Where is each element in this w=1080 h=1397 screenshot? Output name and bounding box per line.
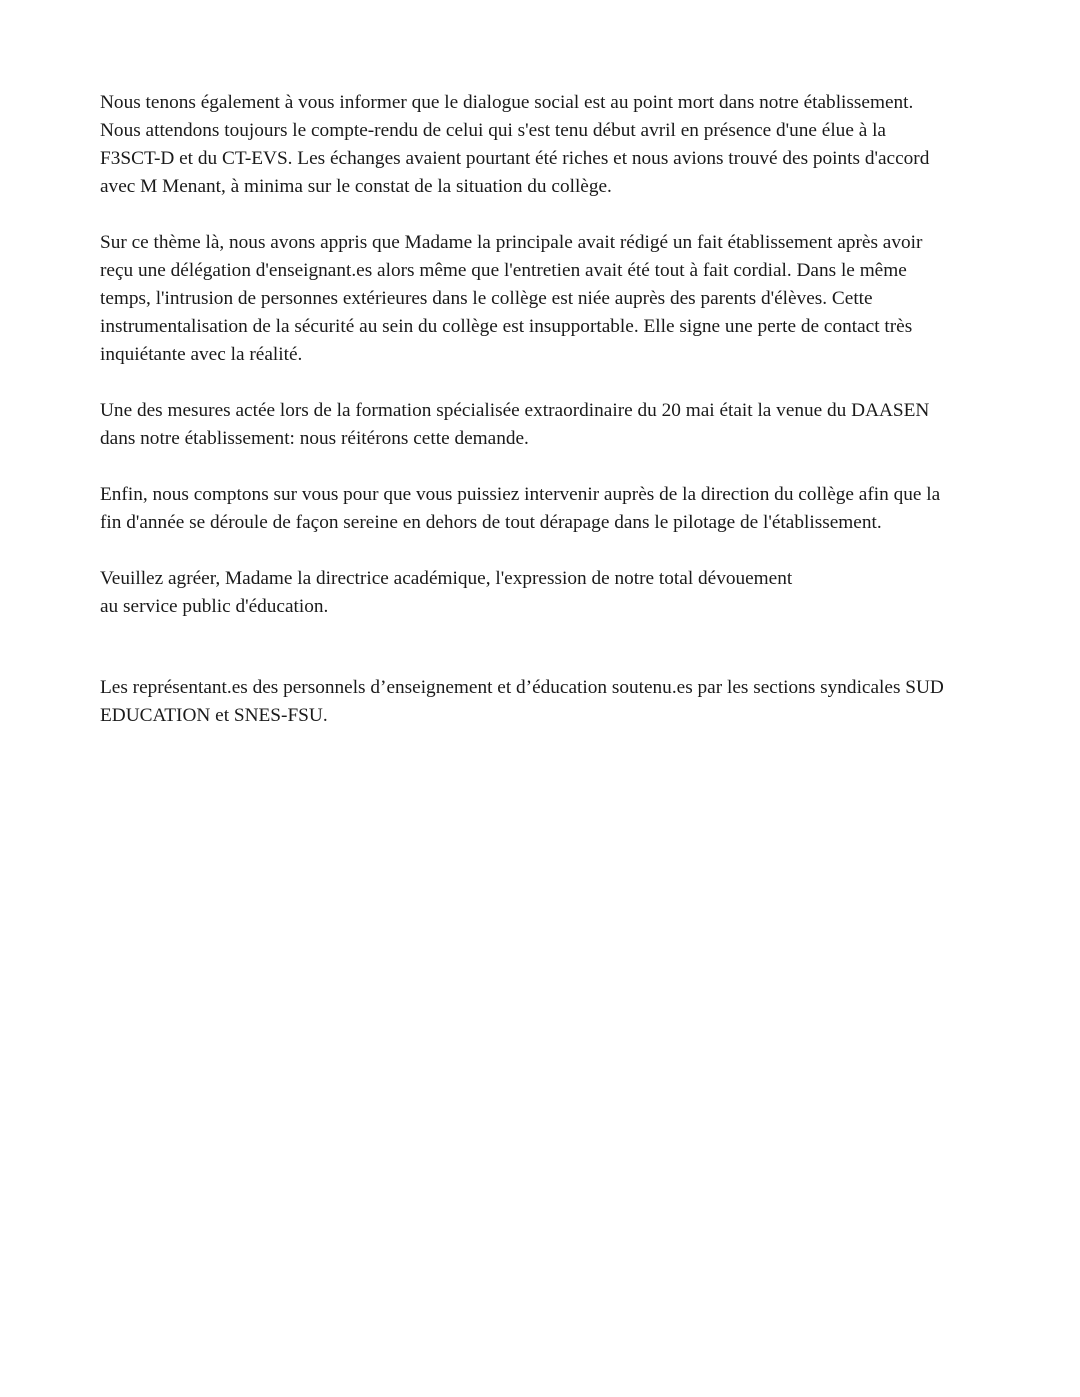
text-line: Enfin, nous comptons sur vous pour que vous puissiez intervenir auprès de la direction du collège afin que la <box>100 484 941 505</box>
text-line: F3SCT-D et du CT-EVS. Les échanges avaient pourtant été riches et nous avions trouvé des points d'accord <box>100 148 930 169</box>
text-line: Une des mesures actée lors de la formation spécialisée extraordinaire du 20 mai était la venue du DAASEN <box>100 400 930 421</box>
text-line: au service public d'éducation. <box>100 596 329 617</box>
text-line: EDUCATION et SNES-FSU. <box>100 705 328 726</box>
text-line: Nous tenons également à vous informer que le dialogue social est au point mort dans notre établissement. <box>100 92 914 113</box>
text-line: avec M Menant, à minima sur le constat de la situation du collège. <box>100 176 612 197</box>
text-line: Sur ce thème là, nous avons appris que Madame la principale avait rédigé un fait établissement après avoir <box>100 232 923 253</box>
text-line: instrumentalisation de la sécurité au sein du collège est insupportable. Elle signe une perte de contact très <box>100 316 913 337</box>
text-line: temps, l'intrusion de personnes extérieures dans le collège est niée auprès des parents d'élèves. Cette <box>100 288 873 309</box>
text-line: Veuillez agréer, Madame la directrice académique, l'expression de notre total dévouement <box>100 568 793 589</box>
text-line: Les représentant.es des personnels d’enseignement et d’éducation soutenu.es par les sections syndicales SUD <box>100 677 944 698</box>
text-line: dans notre établissement: nous réitérons cette demande. <box>100 428 529 449</box>
text-line: inquiétante avec la réalité. <box>100 344 303 365</box>
text-line: fin d'année se déroule de façon sereine en dehors de tout dérapage dans le pilotage de l'établissement. <box>100 512 882 533</box>
text-line: Nous attendons toujours le compte-rendu de celui qui s'est tenu début avril en présence d'une élue à la <box>100 120 886 141</box>
text-line: reçu une délégation d'enseignant.es alors même que l'entretien avait été tout à fait cordial. Dans le même <box>100 260 907 281</box>
